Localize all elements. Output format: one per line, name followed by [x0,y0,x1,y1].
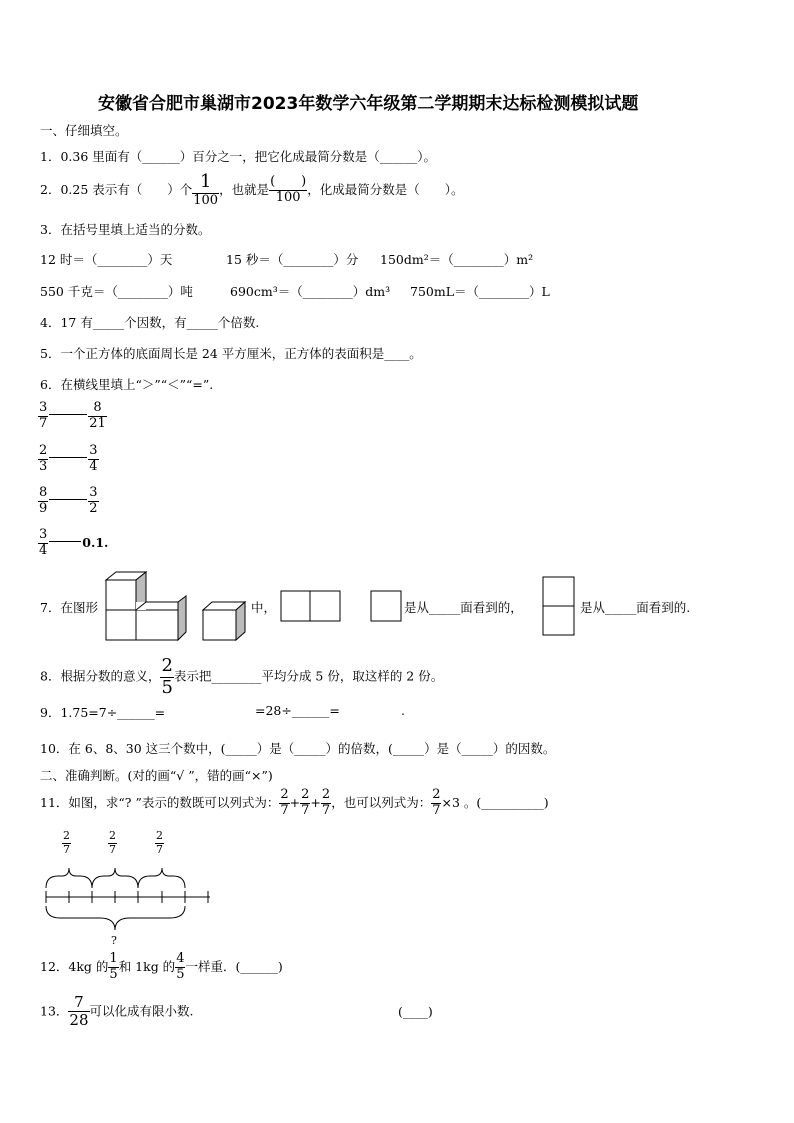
question-9-c: . [401,703,405,718]
question-5: 5．一个正方体的底面周长是 24 平方厘米，正方体的表面积是____。 [40,346,422,361]
q11-fig-question-mark: ? [111,934,117,947]
question-7-b: 中， [251,600,277,615]
question-10: 10．在 6、8、30 这三个数中，(_____）是（_____）的倍数，(_____）是（_____）的因数。 [40,741,556,756]
q11-fig-fraction-1: $\frac{2}{7}$ [63,829,70,856]
question-4: 4．17 有_____个因数，有_____个倍数. [40,315,260,330]
question-13: 13． $\frac{7}{28}$ 可以化成有限小数. [40,993,194,1030]
q11-fig-fraction-2: $\frac{2}{7}$ [109,829,116,856]
section-heading-fill: 一、仔细填空。 [40,123,128,138]
question-7-c: 是从_____面看到的， [404,600,523,615]
fraction: $\frac{( )}{100}$ [270,173,307,205]
question-1: 1．0.36 里面有（______）百分之一，把它化成最简分数是（______）。 [40,149,437,164]
section-heading-judge: 二、准确判断。(对的画“√ ”，错的画“×”) [40,768,273,783]
question-9-b: =28÷______= [255,703,340,718]
q11-fig-fraction-3: $\frac{2}{7}$ [156,829,163,856]
q6-compare-4: $\frac{3}{4}$ 0.1. [39,527,109,558]
q11-number-line-figure [46,868,210,930]
q3-row1-c: 150dm²＝（________）m² [380,252,534,267]
q3-row2-a: 550 千克＝（________）吨 [40,284,193,299]
view-two-squares [281,591,340,621]
q6-compare-2: $\frac{2}{3}$ $\frac{3}{4}$ [39,443,98,474]
question-7-d: 是从_____面看到的. [580,600,691,615]
question-2: 2．0.25 表示有（ ）个 $\frac{1}{100}$ ，也就是 $\frac{( )}{100}$ ，化成最简分数是（ ）。 [40,171,464,208]
page-title: 安徽省合肥市巢湖市2023年数学六年级第二学期期末达标检测模拟试题 [98,94,639,114]
view-stacked-squares [543,577,574,635]
question-13-answer: (____) [398,1004,433,1019]
question-3: 3．在括号里填上适当的分数。 [40,222,211,237]
question-6: 6．在横线里填上“＞”“＜”“=”. [40,377,214,392]
cube-stack-figure [106,572,186,640]
question-11: 11．如图，求“? ”表示的数既可以列式为： $\frac{2}{7}$ + $\frac{2}{7}$ + $\frac{2}{7}$ ，也可以列式为： $\frac{2}{7}$ ×3 。(__________) [40,787,549,818]
q6-compare-3: $\frac{8}{9}$ $\frac{3}{2}$ [39,485,98,516]
question-12: 12．4kg 的 $\frac{1}{5}$ 和 1kg 的 $\frac{4}{5}$ 一样重．(______) [40,951,283,982]
q3-row1-b: 15 秒＝（________）分 [226,252,359,267]
q3-row2-b: 690cm³＝（________）dm³ [230,284,391,299]
question-7-a: 7．在图形 [40,600,98,615]
q6-compare-1: $\frac{3}{7}$ $\frac{8}{21}$ [39,400,106,431]
view-one-square [371,591,401,621]
single-cube-figure [203,602,245,640]
question-8: 8．根据分数的意义， $\frac{2}{5}$ 表示把________平均分成 5 份，取这样的 2 份。 [40,655,444,698]
question-9-a: 9．1.75=7÷______= [40,705,166,720]
fraction: $\frac{1}{100}$ [193,171,219,208]
q3-row2-c: 750mL＝（________）L [410,284,550,299]
q3-row1-a: 12 时＝（________）天 [40,252,173,267]
